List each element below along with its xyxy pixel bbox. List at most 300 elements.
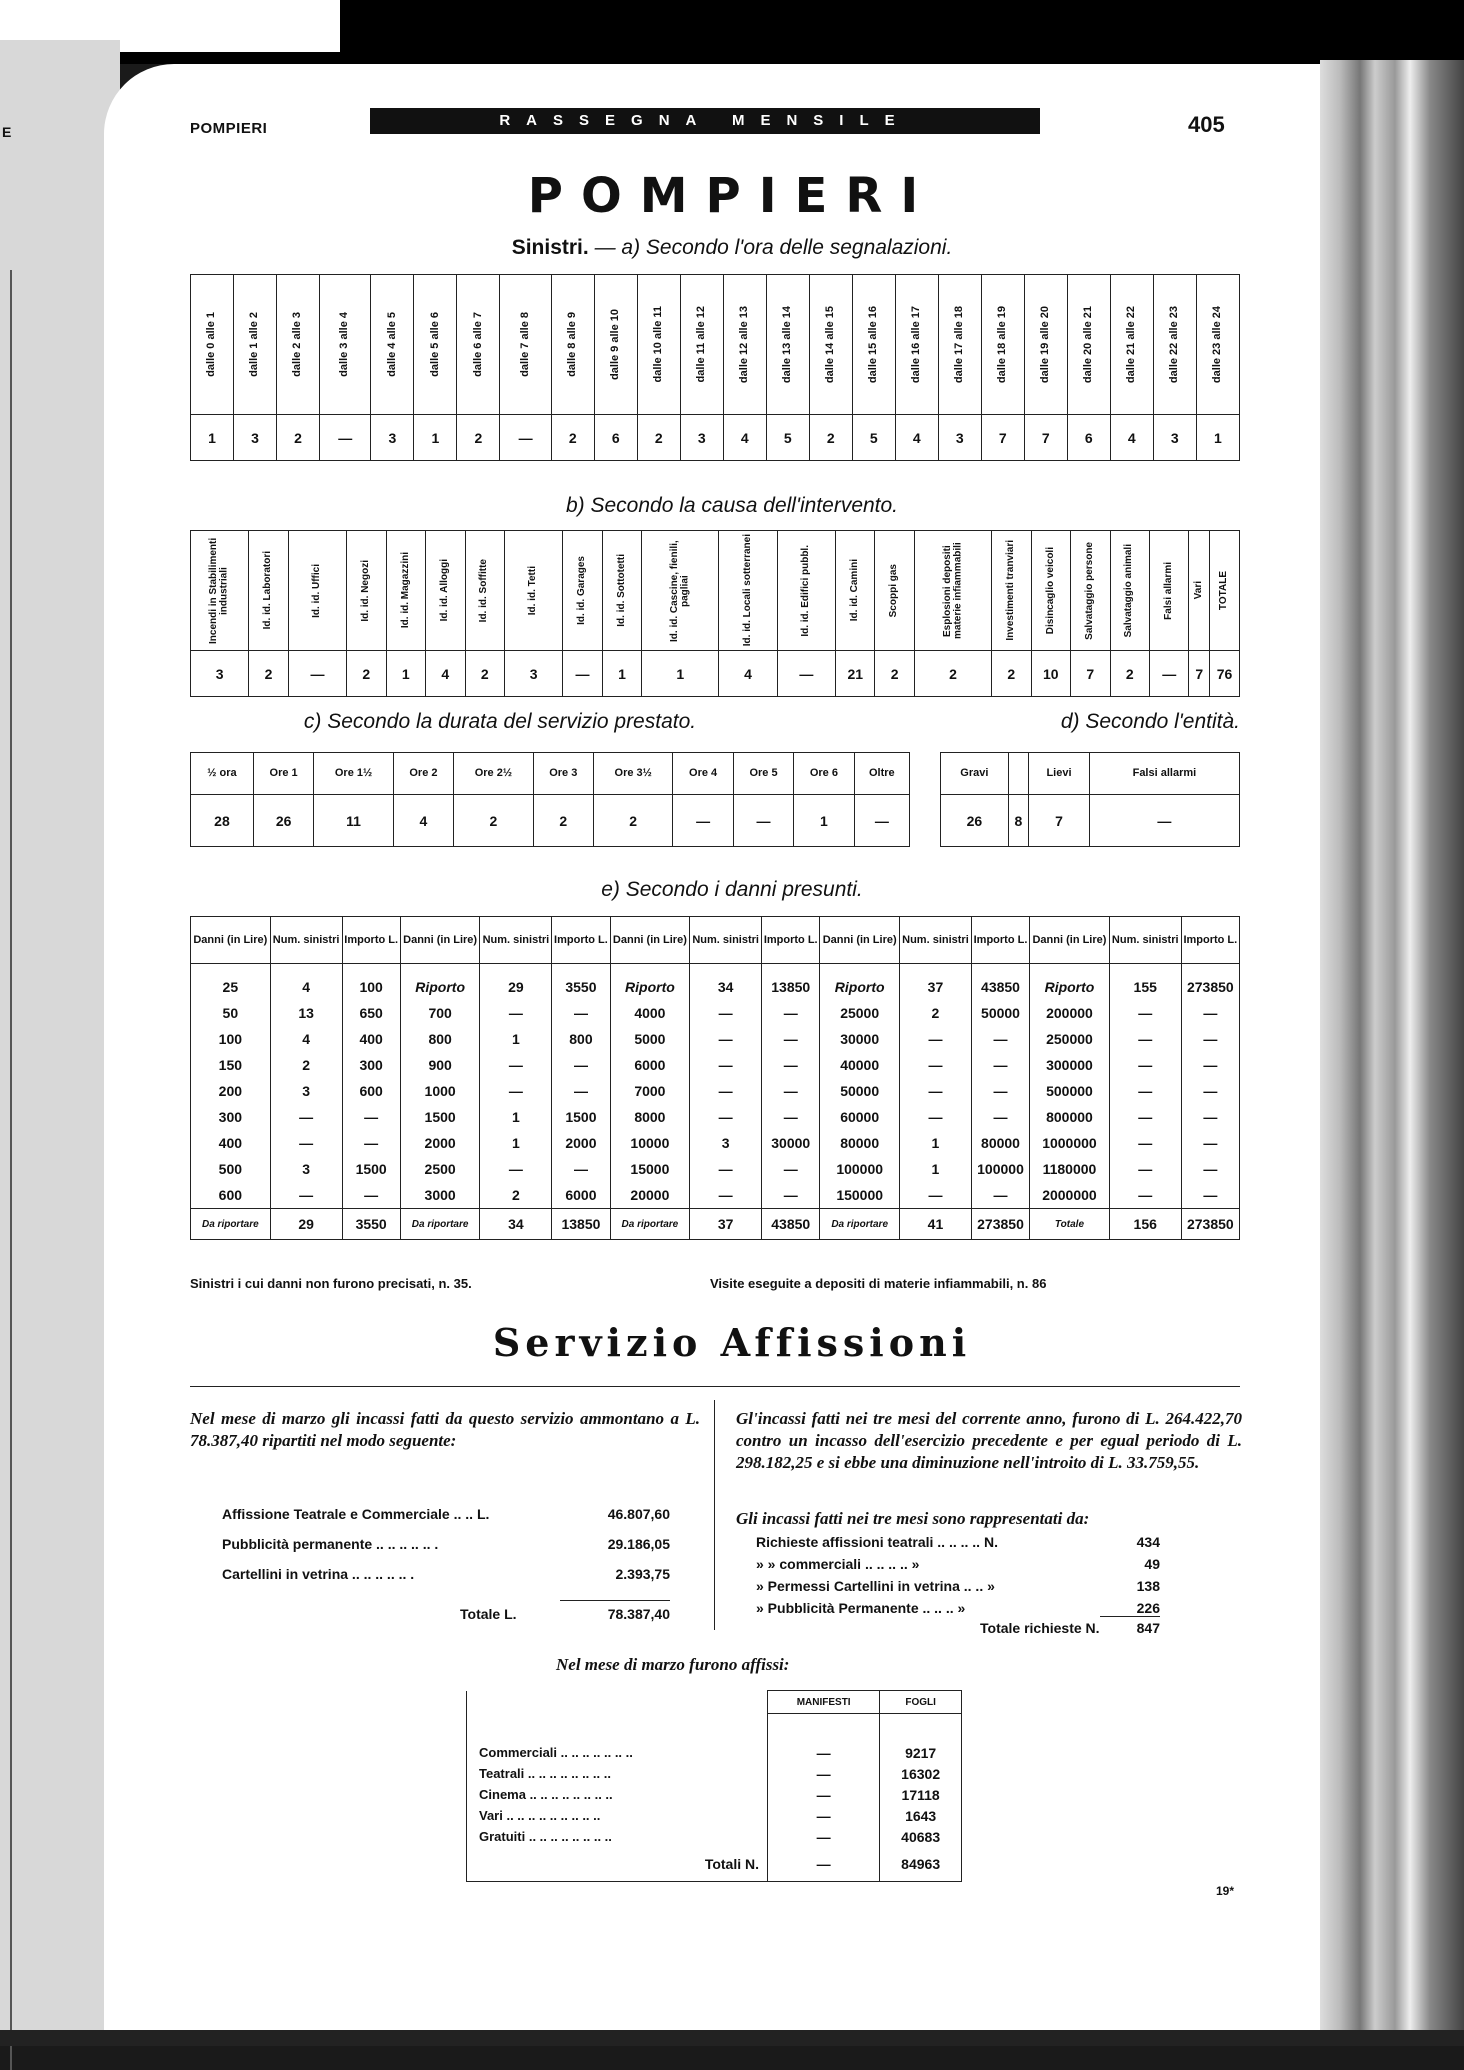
- damage-cell: —: [690, 1156, 762, 1182]
- subtitle-a: [0, 236, 1464, 260]
- damage-cell: 300: [191, 1104, 271, 1130]
- damage-cell: 1180000: [1030, 1156, 1110, 1182]
- cause-header-box: [249, 551, 287, 629]
- hour-header-cell: [852, 275, 895, 415]
- hour-header-box: [982, 306, 1024, 383]
- hour-header-box: [552, 312, 594, 377]
- damage-cell: —: [552, 1078, 610, 1104]
- damage-cell: 6000: [610, 1052, 690, 1078]
- hour-header-cell: [723, 275, 766, 415]
- hour-header-label: dalle 20 alle 21: [1082, 305, 1095, 384]
- hour-value-cell: 4: [895, 415, 938, 461]
- duration-value-cell: —: [673, 795, 733, 847]
- damage-cell: 1000: [400, 1078, 480, 1104]
- page-number: 405: [1188, 112, 1225, 137]
- damage-footer-cell: 43850: [762, 1209, 820, 1240]
- damage-cell: 80000: [820, 1130, 900, 1156]
- damage-cell: 2000: [400, 1130, 480, 1156]
- posted-cell: —: [768, 1763, 880, 1784]
- hour-header-cell: [1067, 275, 1110, 415]
- damage-header-cell: Num. sinistri: [480, 917, 552, 964]
- cause-header-label: Investimenti tranviari: [1005, 540, 1017, 641]
- column-divider: [714, 1400, 715, 1630]
- cause-header-box: [289, 564, 346, 618]
- cause-header-label: Id. id. Magazzini: [399, 552, 411, 629]
- cause-value-cell: 7: [1071, 651, 1110, 697]
- damage-cell: —: [1109, 1104, 1181, 1130]
- damage-header-cell: Importo L.: [342, 917, 400, 964]
- damage-footer-cell: 13850: [552, 1209, 610, 1240]
- hour-header-cell: [1024, 275, 1067, 415]
- cause-header-cell: [602, 531, 641, 651]
- hour-header-cell: [766, 275, 809, 415]
- entity-header-cell: Gravi: [941, 753, 1009, 795]
- damage-cell: 30000: [820, 1026, 900, 1052]
- income-item-label: Pubblicità permanente .. .. .. .. .. .: [222, 1536, 439, 1552]
- damage-cell: 273850: [1181, 964, 1239, 1001]
- hour-header-label: dalle 7 alle 8: [518, 312, 531, 377]
- cause-value-cell: 4: [426, 651, 465, 697]
- cause-value-cell: —: [288, 651, 346, 697]
- damage-footer-cell: Da riportare: [191, 1209, 271, 1240]
- hour-header-cell: [637, 275, 680, 415]
- table-by-duration: [190, 752, 910, 847]
- damage-cell: 900: [400, 1052, 480, 1078]
- damage-cell: Riporto: [610, 964, 690, 1001]
- damage-cell: —: [480, 1156, 552, 1182]
- damage-row: [191, 1078, 1240, 1104]
- damage-cell: —: [900, 1026, 972, 1052]
- cause-header-label: Disincaglio veicoli: [1044, 546, 1056, 635]
- damage-cell: 7000: [610, 1078, 690, 1104]
- posted-footer-cell: Totali N.: [467, 1847, 768, 1882]
- hour-header-box: [1111, 306, 1153, 383]
- damage-cell: 1: [480, 1026, 552, 1052]
- cause-header-label: TOTALE: [1218, 570, 1230, 611]
- damage-cell: —: [900, 1182, 972, 1209]
- damage-cell: —: [762, 1104, 820, 1130]
- cause-value-cell: 2: [914, 651, 991, 697]
- cause-header-box: [466, 559, 504, 622]
- income-item-value: 2.393,75: [615, 1566, 670, 1582]
- hour-header-cell: [981, 275, 1024, 415]
- duration-header-cell: Ore 5: [733, 753, 793, 795]
- cause-header-box: [1071, 542, 1109, 640]
- damage-cell: 650: [342, 1000, 400, 1026]
- damage-cell: 800000: [1030, 1104, 1110, 1130]
- hour-header-box: [724, 306, 766, 383]
- cause-header-box: [1032, 547, 1070, 634]
- income-item-row: [222, 1536, 670, 1566]
- hour-header-cell: [457, 275, 500, 415]
- cause-value-cell: 10: [1031, 651, 1070, 697]
- previous-page-letter: E: [2, 124, 12, 140]
- table-posted: [466, 1690, 962, 1882]
- hour-header-box: [320, 312, 370, 377]
- damage-cell: —: [762, 1052, 820, 1078]
- hour-header-box: [234, 312, 276, 377]
- cause-header-cell: [1031, 531, 1070, 651]
- hour-header-box: [896, 306, 938, 383]
- hour-header-label: dalle 19 alle 20: [1039, 305, 1052, 384]
- cause-header-cell: [288, 531, 346, 651]
- cause-header-cell: [992, 531, 1031, 651]
- cause-header-cell: [249, 531, 288, 651]
- damage-cell: 40000: [820, 1052, 900, 1078]
- cause-header-box: [191, 533, 248, 649]
- hour-value-cell: 7: [981, 415, 1024, 461]
- hour-value-cell: 2: [637, 415, 680, 461]
- cause-header-cell: [1071, 531, 1110, 651]
- request-item-label: Richieste affissioni teatrali .. .. .. .. N.: [756, 1534, 998, 1550]
- damage-cell: 500: [191, 1156, 271, 1182]
- note-unspecified-damages: Sinistri i cui danni non furono precisati, n. 35.: [190, 1276, 472, 1291]
- damage-cell: —: [1109, 1026, 1181, 1052]
- posted-row: [467, 1826, 962, 1847]
- hour-value-cell: 1: [414, 415, 457, 461]
- damage-cell: Riporto: [1030, 964, 1110, 1001]
- damage-cell: 10000: [610, 1130, 690, 1156]
- hour-header-label: dalle 10 alle 11: [652, 306, 665, 383]
- hour-header-box: [371, 312, 413, 377]
- damage-cell: —: [690, 1182, 762, 1209]
- posted-spacer-cell: [768, 1714, 880, 1743]
- hour-header-cell: [234, 275, 277, 415]
- cause-header-box: [875, 564, 913, 617]
- posted-footer-cell: —: [768, 1847, 880, 1882]
- damage-cell: —: [342, 1182, 400, 1209]
- damage-cell: 1: [480, 1130, 552, 1156]
- cause-header-label: Salvataggio animali: [1123, 543, 1135, 638]
- cause-header-box: [992, 540, 1030, 641]
- income-breakdown: [222, 1506, 670, 1596]
- damage-cell: —: [971, 1104, 1029, 1130]
- damage-cell: 3: [270, 1156, 342, 1182]
- hour-value-cell: 7: [1024, 415, 1067, 461]
- damage-cell: 300: [342, 1052, 400, 1078]
- damage-footer-cell: Da riportare: [400, 1209, 480, 1240]
- damage-cell: 29: [480, 964, 552, 1001]
- posted-spacer-cell: [880, 1714, 962, 1743]
- hour-header-label: dalle 4 alle 5: [385, 312, 398, 377]
- damage-cell: —: [690, 1104, 762, 1130]
- damage-cell: 13: [270, 1000, 342, 1026]
- hour-value-cell: 3: [680, 415, 723, 461]
- damage-header-cell: Num. sinistri: [690, 917, 762, 964]
- subtitle-d: d) Secondo l'entità.: [1060, 710, 1240, 733]
- cause-header-label: Id. id. Laboratori: [262, 551, 274, 630]
- damage-cell: —: [1181, 1156, 1239, 1182]
- hour-header-cell: [1196, 275, 1239, 415]
- cause-header-box: [387, 552, 425, 628]
- hour-value-cell: 1: [1196, 415, 1239, 461]
- damage-header-cell: Importo L.: [552, 917, 610, 964]
- note-deposit-visits: Visite eseguite a depositi di materie infiammabili, n. 86: [710, 1276, 1047, 1291]
- cause-header-cell: [914, 531, 991, 651]
- damage-cell: —: [1109, 1000, 1181, 1026]
- damage-header-cell: Danni (in Lire): [191, 917, 271, 964]
- cause-header-label: Id. id. Soffitte: [478, 558, 490, 623]
- posted-row: [467, 1742, 962, 1763]
- request-item-row: [756, 1534, 1160, 1556]
- damage-cell: —: [480, 1078, 552, 1104]
- duration-value-cell: —: [854, 795, 909, 847]
- damage-cell: —: [762, 1182, 820, 1209]
- damage-cell: 100: [342, 964, 400, 1001]
- cause-header-label: Id. id. Camini: [848, 559, 860, 622]
- damage-cell: 200: [191, 1078, 271, 1104]
- hour-header-cell: [500, 275, 551, 415]
- posted-header-cell: [467, 1691, 768, 1714]
- subtitle-a-lead: Sinistri.: [511, 236, 589, 259]
- hour-header-cell: [277, 275, 320, 415]
- posted-spacer-cell: [467, 1714, 768, 1743]
- cause-value-cell: —: [563, 651, 602, 697]
- damage-cell: 1500: [400, 1104, 480, 1130]
- damage-cell: 600: [191, 1182, 271, 1209]
- cause-value-cell: 2: [465, 651, 504, 697]
- damage-cell: 2: [270, 1052, 342, 1078]
- damage-row: [191, 1000, 1240, 1026]
- damage-cell: —: [690, 1052, 762, 1078]
- table-by-entity: [940, 752, 1240, 847]
- cause-value-cell: 1: [386, 651, 425, 697]
- duration-header-cell: Ore 1½: [314, 753, 393, 795]
- cause-header-cell: [836, 531, 875, 651]
- cause-header-label: Id. id. Uffici: [311, 563, 323, 618]
- damage-footer-cell: 273850: [1181, 1209, 1239, 1240]
- posted-footer-cell: 84963: [880, 1847, 962, 1882]
- damage-cell: —: [762, 1078, 820, 1104]
- cause-header-box: [505, 566, 562, 615]
- damage-cell: —: [1181, 1026, 1239, 1052]
- damage-cell: 155: [1109, 964, 1181, 1001]
- running-header-band: RASSEGNA MENSILE: [370, 108, 1040, 134]
- damage-cell: 1000000: [1030, 1130, 1110, 1156]
- damage-cell: —: [270, 1130, 342, 1156]
- duration-header-cell: ½ ora: [191, 753, 254, 795]
- book-spine: [1320, 60, 1464, 2046]
- damage-cell: 300000: [1030, 1052, 1110, 1078]
- damage-cell: —: [762, 1156, 820, 1182]
- damage-cell: 34: [690, 964, 762, 1001]
- damage-cell: —: [1181, 1052, 1239, 1078]
- cause-header-cell: [1110, 531, 1149, 651]
- cause-header-label: Id. id. Negozi: [360, 559, 372, 622]
- hour-header-box: [414, 312, 456, 377]
- para-quarter-breakdown: Gli incassi fatti nei tre mesi sono rappresentati da:: [736, 1509, 1090, 1528]
- posted-cell: Commerciali .. .. .. .. .. .. ..: [467, 1742, 768, 1763]
- damage-cell: 1: [900, 1130, 972, 1156]
- damage-cell: 50000: [820, 1078, 900, 1104]
- damage-row: [191, 1052, 1240, 1078]
- hour-header-label: dalle 21 alle 22: [1125, 305, 1138, 384]
- duration-header-cell: Ore 1: [253, 753, 313, 795]
- hour-header-label: dalle 13 alle 14: [781, 305, 794, 384]
- requests-total-rule: [1100, 1616, 1160, 1617]
- cause-header-box: [719, 534, 776, 646]
- duration-value-cell: 11: [314, 795, 393, 847]
- damage-cell: 8000: [610, 1104, 690, 1130]
- damage-cell: 3: [690, 1130, 762, 1156]
- cause-header-label: Id. id. Alloggi: [439, 559, 451, 622]
- hour-header-box: [595, 309, 637, 380]
- duration-header-cell: Ore 6: [794, 753, 854, 795]
- cause-value-cell: 2: [992, 651, 1031, 697]
- hour-value-cell: 3: [938, 415, 981, 461]
- posted-footer-row: [467, 1847, 962, 1882]
- damage-cell: Riporto: [400, 964, 480, 1001]
- damage-cell: 3550: [552, 964, 610, 1001]
- damage-row: [191, 1182, 1240, 1209]
- hour-header-label: dalle 23 alle 24: [1211, 305, 1224, 384]
- para-march-posted: Nel mese di marzo furono affissi:: [556, 1655, 790, 1674]
- hour-header-label: dalle 2 alle 3: [291, 312, 304, 377]
- cause-value-cell: 21: [836, 651, 875, 697]
- damage-cell: —: [971, 1052, 1029, 1078]
- hour-header-cell: [1153, 275, 1196, 415]
- cause-value-cell: 2: [249, 651, 288, 697]
- damage-cell: 250000: [1030, 1026, 1110, 1052]
- posted-spacer-row: [467, 1714, 962, 1743]
- cause-header-box: [347, 560, 385, 622]
- damage-cell: 3000: [400, 1182, 480, 1209]
- hour-header-label: dalle 22 alle 23: [1168, 305, 1181, 384]
- damage-cell: 150000: [820, 1182, 900, 1209]
- cause-header-label: Vari: [1193, 581, 1204, 600]
- damage-cell: 4: [270, 1026, 342, 1052]
- damage-cell: —: [552, 1156, 610, 1182]
- cause-header-cell: [642, 531, 719, 651]
- hour-value-cell: 2: [551, 415, 594, 461]
- damage-cell: 5000: [610, 1026, 690, 1052]
- damage-cell: 200000: [1030, 1000, 1110, 1026]
- hour-header-box: [767, 306, 809, 383]
- requests-total-label: Totale richieste N.: [980, 1620, 1100, 1636]
- request-item-value: 49: [1144, 1556, 1160, 1572]
- cause-header-box: [642, 533, 718, 649]
- damage-cell: —: [900, 1104, 972, 1130]
- hour-header-box: [457, 312, 499, 377]
- previous-page-edge: [0, 40, 120, 2030]
- hour-header-label: dalle 17 alle 18: [953, 305, 966, 384]
- entity-value-cell: 26: [941, 795, 1009, 847]
- requests-total-value: 847: [1136, 1620, 1160, 1636]
- damage-cell: 13850: [762, 964, 820, 1001]
- damage-cell: 25000: [820, 1000, 900, 1026]
- requests-breakdown: [756, 1534, 1160, 1622]
- hour-header-label: dalle 16 alle 17: [910, 305, 923, 384]
- hour-header-box: [1197, 306, 1239, 383]
- requests-total: [980, 1620, 1160, 1650]
- damage-footer-cell: 156: [1109, 1209, 1181, 1240]
- damage-cell: —: [762, 1026, 820, 1052]
- hour-header-cell: [191, 275, 234, 415]
- hour-header-label: dalle 11 alle 12: [695, 306, 708, 383]
- cause-header-box: [836, 559, 874, 621]
- damage-cell: —: [342, 1104, 400, 1130]
- table-by-cause: [190, 530, 1240, 697]
- duration-header-cell: Ore 3½: [593, 753, 672, 795]
- request-item-row: [756, 1556, 1160, 1578]
- hour-header-box: [939, 306, 981, 383]
- damage-header-row: [191, 917, 1240, 964]
- damage-header-cell: Importo L.: [1181, 917, 1239, 964]
- damage-footer-cell: 34: [480, 1209, 552, 1240]
- cause-value-cell: 1: [602, 651, 641, 697]
- hour-value-cell: 6: [594, 415, 637, 461]
- posted-row: [467, 1784, 962, 1805]
- cause-value-cell: 7: [1189, 651, 1210, 697]
- posted-cell: Vari .. .. .. .. .. .. .. .. ..: [467, 1805, 768, 1826]
- duration-header-cell: Ore 2: [393, 753, 453, 795]
- damage-cell: —: [480, 1000, 552, 1026]
- entity-header-cell: [1008, 753, 1028, 795]
- damage-cell: —: [480, 1052, 552, 1078]
- cause-header-cell: [1189, 531, 1210, 651]
- damage-cell: 500000: [1030, 1078, 1110, 1104]
- request-item-label: » » commerciali .. .. .. .. »: [756, 1556, 920, 1572]
- posted-cell: 40683: [880, 1826, 962, 1847]
- cause-header-cell: [719, 531, 777, 651]
- damage-cell: 100000: [820, 1156, 900, 1182]
- cause-value-cell: 1: [642, 651, 719, 697]
- entity-header-cell: Falsi allarmi: [1089, 753, 1239, 795]
- duration-value-cell: —: [733, 795, 793, 847]
- hour-header-cell: [414, 275, 457, 415]
- damage-cell: —: [1181, 1182, 1239, 1209]
- damage-footer-row: [191, 1209, 1240, 1240]
- damage-cell: 50: [191, 1000, 271, 1026]
- hour-header-label: dalle 9 alle 10: [609, 309, 622, 380]
- hour-value-cell: 3: [371, 415, 414, 461]
- hour-header-label: dalle 14 alle 15: [824, 305, 837, 384]
- income-item-row: [222, 1566, 670, 1596]
- cause-value-cell: —: [777, 651, 835, 697]
- cause-header-box: [1189, 581, 1209, 599]
- entity-value-cell: —: [1089, 795, 1239, 847]
- damage-cell: —: [1109, 1130, 1181, 1156]
- damage-cell: 30000: [762, 1130, 820, 1156]
- hour-header-cell: [895, 275, 938, 415]
- cause-header-label: Id. id. Sottotetti: [615, 554, 627, 627]
- damage-cell: 400: [342, 1026, 400, 1052]
- damage-cell: 800: [400, 1026, 480, 1052]
- posted-cell: —: [768, 1805, 880, 1826]
- cause-header-cell: [563, 531, 602, 651]
- income-total: [460, 1606, 670, 1636]
- hour-value-cell: 3: [1153, 415, 1196, 461]
- damage-footer-cell: Da riportare: [820, 1209, 900, 1240]
- damage-cell: 2: [480, 1182, 552, 1209]
- hour-header-cell: [1110, 275, 1153, 415]
- cause-header-cell: [191, 531, 249, 651]
- duration-value-cell: 2: [533, 795, 593, 847]
- cause-header-box: [426, 559, 464, 621]
- previous-page-rule: [0, 270, 12, 2070]
- damage-footer-cell: 41: [900, 1209, 972, 1240]
- hour-value-cell: 4: [1110, 415, 1153, 461]
- cause-header-box: [563, 556, 601, 625]
- section-title-affissioni: Servizio Affissioni: [492, 1320, 972, 1365]
- damage-header-cell: Num. sinistri: [1109, 917, 1181, 964]
- damage-cell: —: [1109, 1182, 1181, 1209]
- damage-row: [191, 1130, 1240, 1156]
- posted-cell: 17118: [880, 1784, 962, 1805]
- cause-value-cell: —: [1149, 651, 1188, 697]
- damage-cell: —: [1181, 1130, 1239, 1156]
- damage-row: [191, 1104, 1240, 1130]
